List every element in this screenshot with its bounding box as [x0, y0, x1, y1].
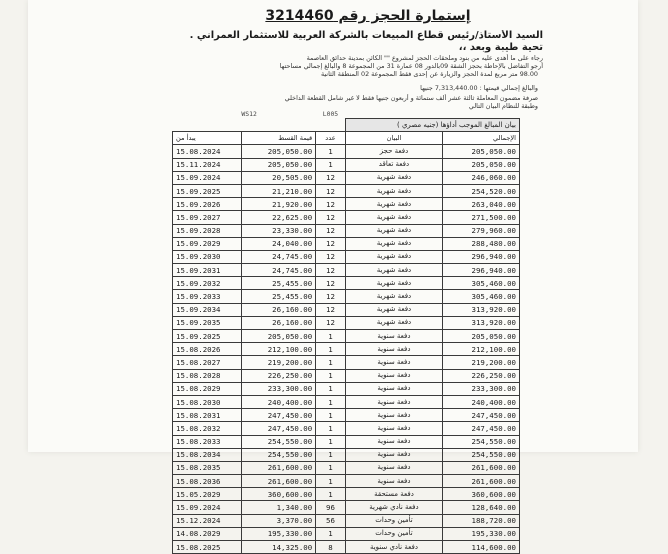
- cell-total: 195,330.00: [443, 527, 520, 540]
- cell-date: 15.09.2031: [173, 264, 242, 277]
- cell-installment: 3,370.00: [241, 514, 315, 527]
- cell-count: 12: [316, 303, 346, 316]
- table-row: [173, 290, 520, 303]
- cell-description: دفعة شهرية: [345, 171, 442, 184]
- table-row: [173, 158, 520, 171]
- table-row: [173, 145, 520, 158]
- cell-installment: 26,160.00: [241, 303, 315, 316]
- cell-count: 1: [316, 395, 346, 408]
- cell-installment: 22,625.00: [241, 211, 315, 224]
- cell-description: دفعة شهرية: [345, 198, 442, 211]
- cell-date: 15.08.2035: [173, 461, 242, 474]
- cell-count: 1: [316, 527, 346, 540]
- cell-total: 254,520.00: [443, 184, 520, 197]
- cell-date: 15.08.2032: [173, 422, 242, 435]
- cell-count: 1: [316, 435, 346, 448]
- table-row: [173, 184, 520, 197]
- section-header-row: [173, 119, 520, 132]
- cell-installment: 26,160.00: [241, 316, 315, 329]
- cell-count: 1: [316, 475, 346, 488]
- cell-description: دفعة نادي شهرية: [345, 501, 442, 514]
- cell-total: 313,920.00: [443, 303, 520, 316]
- table-row: [173, 224, 520, 237]
- cell-count: 12: [316, 184, 346, 197]
- cell-description: دفعة سنوية: [345, 475, 442, 488]
- cell-count: 12: [316, 224, 346, 237]
- table-row: [173, 330, 520, 343]
- cell-installment: 195,330.00: [241, 527, 315, 540]
- cell-installment: 25,455.00: [241, 290, 315, 303]
- cell-count: 1: [316, 145, 346, 158]
- cell-date: 15.08.2028: [173, 369, 242, 382]
- cell-date: 15.09.2025: [173, 184, 242, 197]
- cell-description: دفعة سنوية: [345, 369, 442, 382]
- cell-installment: 261,600.00: [241, 475, 315, 488]
- cell-date: 15.09.2034: [173, 303, 242, 316]
- table-row: [173, 422, 520, 435]
- cell-installment: 20,505.00: [241, 171, 315, 184]
- table-row: [173, 211, 520, 224]
- cell-total: 240,400.00: [443, 395, 520, 408]
- cell-date: 15.08.2036: [173, 475, 242, 488]
- cell-count: 8: [316, 541, 346, 554]
- cell-count: 1: [316, 356, 346, 369]
- cell-installment: 360,600.00: [241, 488, 315, 501]
- table-row: [173, 475, 520, 488]
- cell-installment: 1,340.00: [241, 501, 315, 514]
- cell-description: دفعة شهرية: [345, 264, 442, 277]
- table-row: [173, 264, 520, 277]
- cell-description: دفعة نادي سنوية: [345, 541, 442, 554]
- cell-description: دفعة سنوية: [345, 461, 442, 474]
- cell-count: 1: [316, 343, 346, 356]
- cell-description: دفعة سنوية: [345, 382, 442, 395]
- cell-count: 12: [316, 290, 346, 303]
- cell-total: 254,550.00: [443, 448, 520, 461]
- cell-count: 1: [316, 488, 346, 501]
- cell-date: 15.09.2029: [173, 237, 242, 250]
- cell-installment: 254,550.00: [241, 448, 315, 461]
- total-price-line: والبالغ إجمالي قيمتها : 7,313,440.00 جنيها: [420, 84, 538, 92]
- table-caption-row: [173, 111, 520, 119]
- cell-date: 15.12.2024: [173, 514, 242, 527]
- cell-installment: 240,400.00: [241, 395, 315, 408]
- cell-installment: 261,600.00: [241, 461, 315, 474]
- cell-date: 15.09.2032: [173, 277, 242, 290]
- section-header: بيان المبالغ الموجب أداؤها (جنيه مصري ): [345, 119, 519, 132]
- cell-installment: 226,250.00: [241, 369, 315, 382]
- cell-installment: 212,100.00: [241, 343, 315, 356]
- header-total: الإجمالي: [443, 132, 520, 145]
- cell-total: 263,040.00: [443, 198, 520, 211]
- payment-note-line-2: وطبقة للنظام البيان التالي: [468, 102, 538, 110]
- cell-total: 296,940.00: [443, 264, 520, 277]
- form-title: إستمارة الحجز رقم 3214460: [265, 8, 471, 24]
- cell-installment: 14,325.00: [241, 541, 315, 554]
- cell-date: 15.09.2026: [173, 198, 242, 211]
- cell-date: 15.08.2031: [173, 409, 242, 422]
- paragraph-line-1: رجاء على ما أهدى عليه من بنود وملحقات الحجز لمشروع "" الكائن بمدينة حدائق العاصمة: [306, 54, 543, 62]
- table-row: [173, 171, 520, 184]
- cell-count: 12: [316, 237, 346, 250]
- cell-count: 12: [316, 316, 346, 329]
- cell-date: 15.09.2024: [173, 501, 242, 514]
- cell-installment: 24,745.00: [241, 264, 315, 277]
- cell-total: 296,940.00: [443, 250, 520, 263]
- cell-count: 96: [316, 501, 346, 514]
- table-header-row: [173, 132, 520, 145]
- table-row: [173, 501, 520, 514]
- cell-installment: 205,050.00: [241, 145, 315, 158]
- cell-count: 1: [316, 409, 346, 422]
- header-count: عدد: [316, 132, 346, 145]
- table-row: [173, 356, 520, 369]
- cell-date: 15.08.2024: [173, 145, 242, 158]
- cell-total: 247,450.00: [443, 422, 520, 435]
- cell-date: 15.11.2024: [173, 158, 242, 171]
- cell-count: 12: [316, 277, 346, 290]
- cell-description: دفعة تعاقد: [345, 158, 442, 171]
- cell-total: 212,100.00: [443, 343, 520, 356]
- table-row: [173, 541, 520, 554]
- cell-description: دفعة شهرية: [345, 303, 442, 316]
- cell-total: 205,050.00: [443, 145, 520, 158]
- cell-total: 188,720.00: [443, 514, 520, 527]
- cell-installment: 21,920.00: [241, 198, 315, 211]
- cell-date: 14.08.2029: [173, 527, 242, 540]
- cell-description: تأمين وحدات: [345, 527, 442, 540]
- cell-count: 12: [316, 211, 346, 224]
- header-description: البيان: [345, 132, 442, 145]
- cell-total: 305,460.00: [443, 277, 520, 290]
- cell-date: 15.09.2030: [173, 250, 242, 263]
- cell-date: 15.09.2025: [173, 330, 242, 343]
- cell-count: 12: [316, 198, 346, 211]
- cell-date: 15.05.2029: [173, 488, 242, 501]
- table-row: [173, 395, 520, 408]
- cell-total: 288,480.00: [443, 237, 520, 250]
- cell-installment: 24,040.00: [241, 237, 315, 250]
- table-row: [173, 409, 520, 422]
- cell-installment: 233,300.00: [241, 382, 315, 395]
- cell-date: 15.08.2025: [173, 541, 242, 554]
- cell-installment: 21,210.00: [241, 184, 315, 197]
- table-row: [173, 527, 520, 540]
- cell-count: 1: [316, 382, 346, 395]
- cell-count: 1: [316, 158, 346, 171]
- cell-installment: 205,050.00: [241, 158, 315, 171]
- table-row: [173, 382, 520, 395]
- cell-count: 1: [316, 448, 346, 461]
- cell-count: 1: [316, 369, 346, 382]
- cell-count: 1: [316, 422, 346, 435]
- cell-description: دفعة شهرية: [345, 237, 442, 250]
- cell-total: 279,960.00: [443, 224, 520, 237]
- cell-count: 12: [316, 250, 346, 263]
- cell-total: 261,600.00: [443, 475, 520, 488]
- caption-code-l: L005: [322, 111, 339, 119]
- payment-note-line: صرفة مضمون المعاملة ثالثة عشر ألف ستمائة و أربعون جنيها فقط لا غير شامل القطعة الداخلي: [284, 94, 538, 102]
- cell-description: دفعة سنوية: [345, 448, 442, 461]
- cell-installment: 247,450.00: [241, 422, 315, 435]
- cell-count: 1: [316, 461, 346, 474]
- cell-description: دفعة شهرية: [345, 277, 442, 290]
- table-row: [173, 514, 520, 527]
- cell-description: دفعة مستحقة: [345, 488, 442, 501]
- cell-installment: 219,200.00: [241, 356, 315, 369]
- table-row: [173, 369, 520, 382]
- header-installment: قيمة القسط: [241, 132, 315, 145]
- cell-description: دفعة شهرية: [345, 211, 442, 224]
- caption-code-ws: WS12: [241, 111, 257, 119]
- table-row: [173, 343, 520, 356]
- cell-date: 15.08.2030: [173, 395, 242, 408]
- cell-description: دفعة شهرية: [345, 290, 442, 303]
- cell-description: دفعة سنوية: [345, 343, 442, 356]
- cell-count: 12: [316, 264, 346, 277]
- cell-total: 205,050.00: [443, 330, 520, 343]
- cell-installment: 247,450.00: [241, 409, 315, 422]
- cell-total: 247,450.00: [443, 409, 520, 422]
- cell-total: 313,920.00: [443, 316, 520, 329]
- cell-date: 15.08.2034: [173, 448, 242, 461]
- table-row: [173, 250, 520, 263]
- cell-description: دفعة سنوية: [345, 395, 442, 408]
- cell-total: 128,640.00: [443, 501, 520, 514]
- addressee-line: السيد الأستاذ/رئيس قطاع المبيعات بالشركة العربية للاستثمار العمراني .: [189, 30, 543, 41]
- cell-installment: 205,050.00: [241, 330, 315, 343]
- cell-count: 1: [316, 330, 346, 343]
- cell-count: 56: [316, 514, 346, 527]
- cell-date: 15.08.2026: [173, 343, 242, 356]
- table-row: [173, 461, 520, 474]
- table-row: [173, 488, 520, 501]
- cell-date: 15.09.2028: [173, 224, 242, 237]
- cell-description: دفعة سنوية: [345, 356, 442, 369]
- cell-total: 254,550.00: [443, 435, 520, 448]
- cell-installment: 24,745.00: [241, 250, 315, 263]
- table-row: [173, 237, 520, 250]
- cell-total: 360,600.00: [443, 488, 520, 501]
- cell-installment: 254,550.00: [241, 435, 315, 448]
- payment-schedule-table: [172, 111, 520, 554]
- cell-date: 15.08.2033: [173, 435, 242, 448]
- cell-installment: 25,455.00: [241, 277, 315, 290]
- table-row: [173, 316, 520, 329]
- cell-description: دفعة سنوية: [345, 330, 442, 343]
- cell-date: 15.08.2027: [173, 356, 242, 369]
- cell-installment: 23,330.00: [241, 224, 315, 237]
- cell-total: 271,500.00: [443, 211, 520, 224]
- table-row: [173, 198, 520, 211]
- table-row: [173, 448, 520, 461]
- cell-total: 305,460.00: [443, 290, 520, 303]
- cell-date: 15.09.2035: [173, 316, 242, 329]
- cell-description: دفعة شهرية: [345, 250, 442, 263]
- greeting-line: تحية طيبة وبعد ،،: [458, 42, 543, 53]
- cell-total: 226,250.00: [443, 369, 520, 382]
- cell-description: دفعة شهرية: [345, 316, 442, 329]
- cell-total: 219,200.00: [443, 356, 520, 369]
- cell-description: دفعة سنوية: [345, 409, 442, 422]
- cell-total: 261,600.00: [443, 461, 520, 474]
- cell-total: 205,050.00: [443, 158, 520, 171]
- cell-date: 15.08.2029: [173, 382, 242, 395]
- table-row: [173, 435, 520, 448]
- cell-description: دفعة سنوية: [345, 435, 442, 448]
- table-row: [173, 277, 520, 290]
- cell-total: 114,600.00: [443, 541, 520, 554]
- cell-description: دفعة شهرية: [345, 224, 442, 237]
- cell-description: دفعة سنوية: [345, 422, 442, 435]
- cell-total: 233,300.00: [443, 382, 520, 395]
- cell-total: 246,060.00: [443, 171, 520, 184]
- paragraph-line-2: أرجو التفاضل بالإحاطة بحجز الشقة 09بالدور 08 عمارة 31 من المجموعة 8 والبالغ إجمالي مساحتها: [279, 62, 543, 70]
- cell-description: دفعة شهرية: [345, 184, 442, 197]
- cell-date: 15.09.2027: [173, 211, 242, 224]
- cell-date: 15.09.2024: [173, 171, 242, 184]
- table-row: [173, 303, 520, 316]
- cell-count: 12: [316, 171, 346, 184]
- cell-date: 15.09.2033: [173, 290, 242, 303]
- paragraph-line-3: 98.00 متر مربع لمدة الحجز والزيارة عن إحدى فقط المجموعة 02 المنطقة الثانية: [320, 70, 538, 78]
- cell-description: دفعة حجز: [345, 145, 442, 158]
- cell-description: تأمين وحدات: [345, 514, 442, 527]
- header-date: يبدأ من: [173, 132, 242, 145]
